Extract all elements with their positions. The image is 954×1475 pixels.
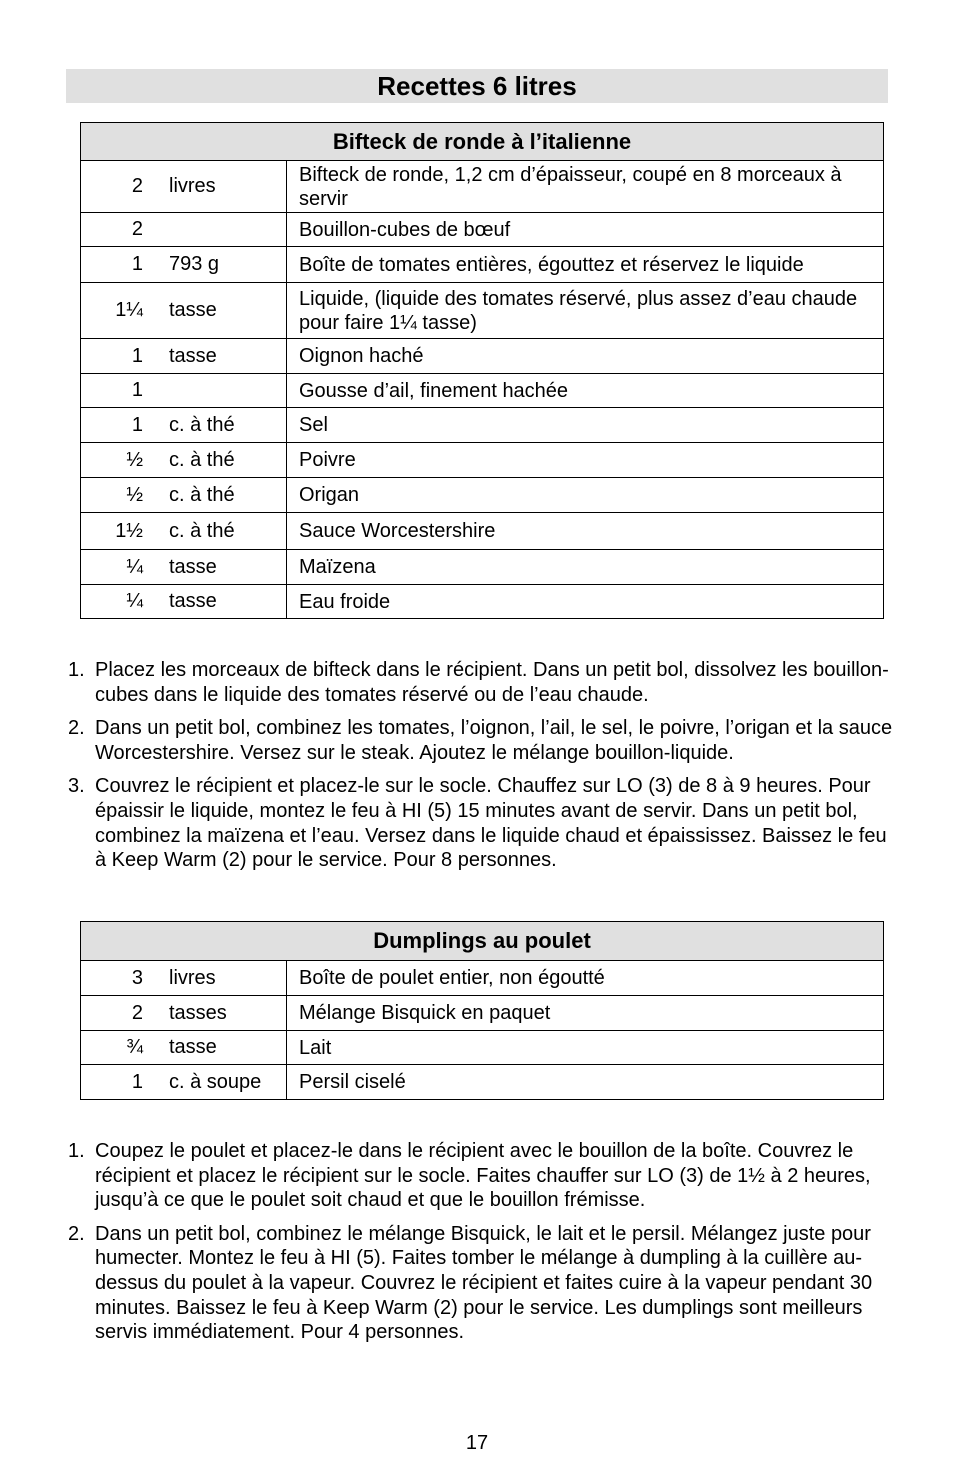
ingredient-qty: 1 <box>131 1070 143 1093</box>
instructions-bifteck <box>68 658 898 882</box>
ingredient-unit: tasse <box>169 344 217 367</box>
ingredient-unit: tasse <box>169 590 217 612</box>
ingredient-qty: 1½ <box>115 519 143 542</box>
ingredient-unit: livres <box>169 175 216 197</box>
instruction-step <box>68 716 898 765</box>
ingredient-unit: c. à thé <box>169 519 235 542</box>
ingredient-desc: Boîte de tomates entières, égouttez et réservez le liquide <box>287 247 884 283</box>
page-number: 17 <box>465 1432 489 1454</box>
ingredient-qty: 1¼ <box>115 299 143 321</box>
step-number: 1. <box>68 659 85 681</box>
ingredient-unit: tasses <box>169 1001 227 1024</box>
ingredients-table-bifteck <box>80 122 884 619</box>
ingredient-unit: 793 g <box>169 253 220 275</box>
ingredient-desc: Bouillon-cubes de bœuf <box>287 213 884 247</box>
ingredient-row <box>81 339 884 374</box>
ingredient-qty: ½ <box>126 483 143 506</box>
ingredient-desc: Origan <box>287 478 884 513</box>
ingredients-table-dumplings <box>80 921 884 1100</box>
ingredient-row <box>81 585 884 619</box>
ingredient-desc: Oignon haché <box>287 339 884 374</box>
instruction-step <box>68 1222 898 1345</box>
ingredient-row <box>81 961 884 996</box>
ingredient-qty: ½ <box>126 448 143 471</box>
step-text: Dans un petit bol, combinez les tomates, l’oignon, l’ail, le sel, le poivre, l’origan et la sauce Worcestershire. Versez sur le steak. Ajoutez le mélange bouillon-liquide. <box>95 717 893 764</box>
ingredient-desc: Persil ciselé <box>287 1065 884 1100</box>
step-number: 1. <box>68 1140 85 1162</box>
ingredient-qty: ¼ <box>126 590 143 612</box>
step-text: Placez les morceaux de bifteck dans le récipient. Dans un petit bol, dissolvez les bouillon-cubes dans le liquide des tomates réservé ou de l’eau chaude. <box>95 659 889 706</box>
ingredient-desc: Sauce Worcestershire <box>287 513 884 550</box>
ingredient-qty: 2 <box>131 175 143 197</box>
ingredient-unit: tasse <box>169 1036 217 1058</box>
ingredient-unit: c. à thé <box>169 448 235 471</box>
step-text: Dans un petit bol, combinez le mélange Bisquick, le lait et le persil. Mélangez juste pour humecter. Montez le feu à HI (5). Faites tomber le mélange à dumpling à la cuillère au-dessus du poulet à la vapeur. Couvrez le récipient et faites cuire à la vapeur pendant 30 minutes. Baissez le feu à Keep Warm (2) pour le service. Les dumplings sont meilleurs servis immédiatement. Pour 4 personnes. <box>95 1222 873 1344</box>
ingredient-desc: Mélange Bisquick en paquet <box>287 996 884 1031</box>
ingredient-row <box>81 283 884 339</box>
ingredient-qty: 2 <box>131 218 143 240</box>
ingredient-unit: tasse <box>169 299 217 321</box>
step-text: Coupez le poulet et placez-le dans le récipient avec le bouillon de la boîte. Couvrez le récipient et placez le récipient sur le socle. Faites chauffer sur LO (3) de 1½ à 2 heures, jusqu’à ce que le poulet soit chaud et que le bouillon frémisse. <box>95 1140 871 1212</box>
ingredient-qty: 2 <box>131 1001 143 1024</box>
ingredient-row <box>81 1031 884 1065</box>
ingredient-unit: c. à thé <box>169 413 235 436</box>
recipe-title: Dumplings au poulet <box>81 922 884 961</box>
ingredient-desc: Lait <box>287 1031 884 1065</box>
ingredient-desc: Bifteck de ronde, 1,2 cm d’épaisseur, coupé en 8 morceaux à servir <box>287 161 884 213</box>
ingredient-unit: livres <box>169 966 216 989</box>
ingredient-desc: Sel <box>287 408 884 443</box>
ingredient-row <box>81 213 884 247</box>
ingredient-desc: Gousse d’ail, finement hachée <box>287 374 884 408</box>
ingredient-desc: Maïzena <box>287 550 884 585</box>
ingredient-unit: c. à soupe <box>169 1070 262 1093</box>
ingredient-row <box>81 478 884 513</box>
step-number: 2. <box>68 717 85 740</box>
ingredient-row <box>81 408 884 443</box>
ingredient-row <box>81 513 884 550</box>
ingredient-desc: Eau froide <box>287 585 884 619</box>
ingredient-qty: ¼ <box>126 555 143 578</box>
ingredient-desc: Boîte de poulet entier, non égoutté <box>287 961 884 996</box>
ingredient-row <box>81 1065 884 1100</box>
ingredient-qty: 1 <box>131 379 143 401</box>
ingredient-unit: c. à thé <box>169 483 235 506</box>
ingredient-row <box>81 996 884 1031</box>
ingredient-qty: 3 <box>131 966 143 989</box>
step-text: Couvrez le récipient et placez-le sur le socle. Chauffez sur LO (3) de 8 à 9 heures. Pour épaissir le liquide, montez le feu à HI (5) 15 minutes avant de servir. Dans un petit bol, combinez la maïzena et l’eau. Versez dans le liquide chaud et épaississez. Baissez le feu à Keep Warm (2) pour le service. Pour 8 personnes. <box>95 775 887 872</box>
ingredient-unit: tasse <box>169 555 217 578</box>
recipe-title: Bifteck de ronde à l’italienne <box>81 123 884 161</box>
ingredient-desc: Poivre <box>287 443 884 478</box>
page-title: Recettes 6 litres <box>66 69 888 103</box>
ingredient-qty: 1 <box>131 253 143 275</box>
instruction-step <box>68 658 898 707</box>
ingredient-row <box>81 550 884 585</box>
ingredient-row <box>81 443 884 478</box>
ingredient-desc: Liquide, (liquide des tomates réservé, plus assez d’eau chaude pour faire 1¼ tasse) <box>287 283 884 339</box>
instructions-dumplings <box>68 1139 898 1354</box>
ingredient-qty: 1 <box>131 413 143 436</box>
step-number: 2. <box>68 1222 85 1245</box>
ingredient-qty: ¾ <box>126 1036 143 1058</box>
ingredient-qty: 1 <box>131 344 143 367</box>
instruction-step <box>68 1139 898 1213</box>
ingredient-row <box>81 247 884 283</box>
ingredient-row <box>81 374 884 408</box>
ingredient-row <box>81 161 884 213</box>
step-number: 3. <box>68 775 85 798</box>
instruction-step <box>68 774 898 872</box>
